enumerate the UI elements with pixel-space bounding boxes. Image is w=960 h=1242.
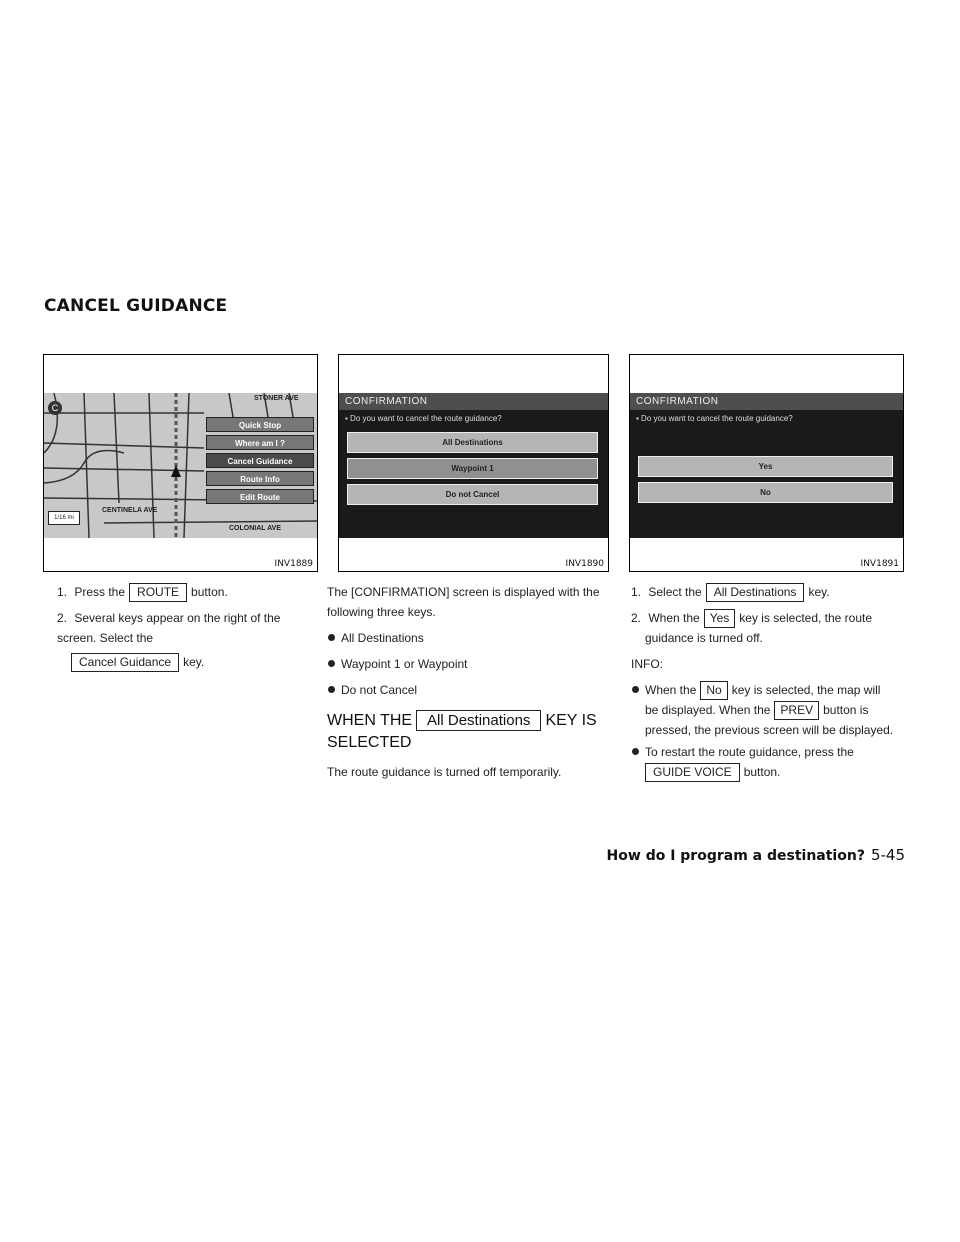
- bullet-item: Waypoint 1 or Waypoint: [327, 654, 610, 674]
- info-bullet: [631, 742, 904, 782]
- info-bullet: [631, 680, 904, 740]
- yes-key-label: Yes: [704, 609, 736, 628]
- column-2: [327, 582, 610, 788]
- page-number: 5-45: [870, 846, 905, 864]
- bullet-text: button is: [823, 703, 869, 717]
- section-title: CANCEL GUIDANCE: [44, 296, 228, 316]
- edit-route-key[interactable]: Edit Route: [206, 489, 314, 504]
- map-scale: 1/16 mi: [48, 511, 80, 525]
- heading-text: WHEN THE: [327, 712, 413, 729]
- step-number: 2.: [57, 611, 68, 625]
- step-text: key is selected, the route: [739, 611, 873, 625]
- route-menu: [206, 417, 314, 507]
- no-key[interactable]: No: [638, 482, 893, 503]
- yes-key[interactable]: Yes: [638, 456, 893, 477]
- step-text: When the: [648, 611, 700, 625]
- prev-button-label: PREV: [774, 701, 819, 720]
- subsection-heading: [327, 710, 610, 754]
- intro-text: The [CONFIRMATION] screen is displayed with the following three keys.: [327, 585, 600, 619]
- figure-confirmation-three-keys: [338, 354, 609, 572]
- step-text: Press the: [74, 585, 126, 599]
- column-1: [57, 582, 315, 672]
- guide-voice-button-label: GUIDE VOICE: [645, 763, 740, 782]
- screen-question: ▪ Do you want to cancel the route guidance?: [345, 414, 502, 423]
- step-number: 1.: [57, 585, 68, 599]
- bullet-item: All Destinations: [327, 628, 610, 648]
- cancel-guidance-key-label: Cancel Guidance: [71, 653, 179, 672]
- cancel-guidance-key[interactable]: Cancel Guidance: [206, 453, 314, 468]
- bullet-text: When the: [645, 683, 697, 697]
- step-text: button.: [191, 585, 228, 599]
- step-2-continued: guidance is turned off.: [645, 631, 763, 645]
- all-destinations-key[interactable]: All Destinations: [347, 432, 598, 453]
- street-label: COLONIAL AVE: [229, 525, 281, 532]
- step-1: [57, 582, 315, 602]
- compass-icon: C: [48, 401, 62, 415]
- street-label: STONER AVE: [254, 395, 299, 402]
- body-text: The route guidance is turned off temporarily.: [327, 765, 562, 779]
- footer-section-title: How do I program a destination?: [606, 848, 865, 864]
- screen-header: CONFIRMATION: [339, 393, 608, 410]
- bullet-text: To restart the route guidance, press the: [645, 745, 854, 759]
- no-key-label: No: [700, 681, 727, 700]
- do-not-cancel-key[interactable]: Do not Cancel: [347, 484, 598, 505]
- waypoint-1-key[interactable]: Waypoint 1: [347, 458, 598, 479]
- figure-route-menu-screen: [43, 354, 318, 572]
- quick-stop-key[interactable]: Quick Stop: [206, 417, 314, 432]
- route-button-label: ROUTE: [129, 583, 187, 602]
- info-label: INFO:: [631, 657, 663, 671]
- step-2-key-line: [57, 652, 315, 672]
- heading-text: SELECTED: [327, 734, 412, 751]
- figure-code: INV1890: [565, 559, 604, 569]
- screen-question: ▪ Do you want to cancel the route guidance?: [636, 414, 793, 423]
- figure-code: INV1891: [860, 559, 899, 569]
- map-screen: [44, 393, 317, 538]
- where-am-i-key[interactable]: Where am I ?: [206, 435, 314, 450]
- heading-text: KEY IS: [545, 712, 597, 729]
- figure-confirmation-yes-no: [629, 354, 904, 572]
- step-text: key.: [183, 655, 205, 669]
- step-text: Select the: [648, 585, 702, 599]
- street-label: CENTINELA AVE: [102, 507, 158, 514]
- bullet-text: key is selected, the map will: [731, 683, 881, 697]
- step-2: [631, 608, 904, 628]
- step-1: [631, 582, 904, 602]
- step-text: key.: [808, 585, 830, 599]
- step-text: Several keys appear on the right of the screen. Select the: [57, 611, 281, 645]
- confirmation-screen: [339, 393, 608, 538]
- bullet-text: button.: [743, 765, 781, 779]
- all-destinations-key-label: All Destinations: [416, 710, 541, 731]
- step-number: 1.: [631, 585, 642, 599]
- bullet-text: be displayed. When the: [645, 703, 771, 717]
- bullet-item: Do not Cancel: [327, 680, 610, 700]
- confirmation-screen: [630, 393, 903, 538]
- column-3: [631, 582, 904, 782]
- route-info-key[interactable]: Route Info: [206, 471, 314, 486]
- step-2: [57, 608, 315, 648]
- page-footer: [607, 846, 905, 864]
- all-destinations-key-label: All Destinations: [706, 583, 805, 602]
- bullet-text: pressed, the previous screen will be displayed.: [645, 723, 894, 737]
- step-number: 2.: [631, 611, 642, 625]
- screen-header: CONFIRMATION: [630, 393, 903, 410]
- figure-code: INV1889: [274, 559, 313, 569]
